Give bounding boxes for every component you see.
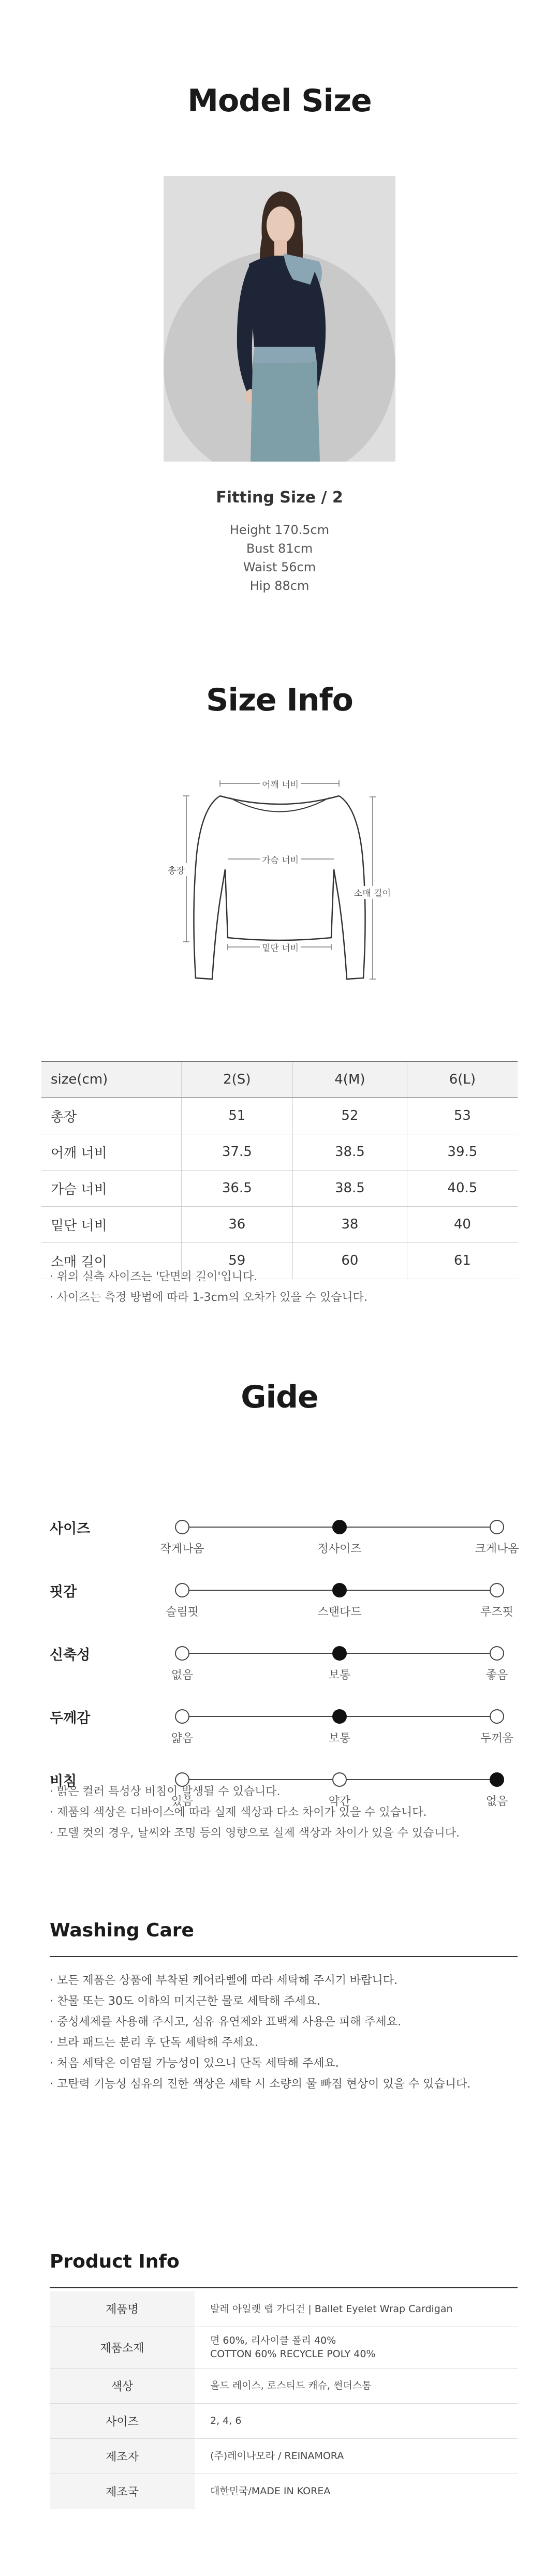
product-key: 사이즈 <box>50 2403 195 2438</box>
washing-divider <box>50 1956 518 1957</box>
washing-care-title: Washing Care <box>50 1920 194 1941</box>
table-row <box>50 2403 518 2438</box>
washing-line: · 브라 패드는 분리 후 단독 세탁해 주세요. <box>50 2036 258 2049</box>
product-key: 색상 <box>50 2368 195 2403</box>
size-header-cell: 2(S) <box>181 1061 293 1098</box>
table-row <box>50 2438 518 2474</box>
guide-dot-selected <box>332 1646 347 1661</box>
product-value: (주)레이나모라 / REINAMORA <box>195 2438 518 2474</box>
guide-option-label: 좋음 <box>486 1669 508 1682</box>
guide-dot <box>332 1772 347 1787</box>
label-total-length: 총장 <box>166 863 187 876</box>
guide-note: · 밝은 컬러 특성상 비침이 발생될 수 있습니다. <box>50 1785 281 1798</box>
product-key: 제조국 <box>50 2474 195 2509</box>
product-key: 제품명 <box>50 2291 195 2327</box>
model-hip: Hip 88cm <box>249 579 310 593</box>
table-cell: 53 <box>407 1098 518 1134</box>
guide-title: Gide <box>241 1379 318 1415</box>
table-cell: 40 <box>407 1206 518 1242</box>
product-value: 대한민국/MADE IN KOREA <box>195 2474 518 2509</box>
guide-dot <box>490 1646 504 1661</box>
size-header-cell: 6(L) <box>407 1061 518 1098</box>
guide-option-label: 두꺼움 <box>480 1732 513 1745</box>
washing-line: · 찬물 또는 30도 이하의 미지근한 물로 세탁해 주세요. <box>50 1995 320 2008</box>
row-label: 가슴 너비 <box>41 1170 181 1206</box>
model-size-title: Model Size <box>187 83 372 119</box>
size-header-cell: 4(M) <box>293 1061 407 1098</box>
table-cell: 38 <box>293 1206 407 1242</box>
washing-line: · 모든 제품은 상품에 부착된 케어라벨에 따라 세탁해 주시기 바랍니다. <box>50 1974 398 1987</box>
guide-option-label: 정사이즈 <box>317 1543 362 1556</box>
row-label: 총장 <box>41 1098 181 1134</box>
table-cell: 38.5 <box>293 1134 407 1170</box>
table-row <box>50 2327 518 2368</box>
model-photo <box>164 176 395 462</box>
guide-dot <box>490 1709 504 1724</box>
guide-note: · 제품의 색상은 디바이스에 따라 실제 색상과 다소 차이가 있을 수 있습니다. <box>50 1806 427 1819</box>
label-shoulder-width: 어깨 너비 <box>260 777 301 790</box>
size-diagram <box>168 776 391 1014</box>
guide-dot-selected <box>490 1772 504 1787</box>
guide-label: 신축성 <box>50 1647 91 1663</box>
washing-line: · 중성세제를 사용해 주시고, 섬유 유연제와 표백제 사용은 피해 주세요. <box>50 2016 401 2029</box>
washing-line: · 고탄력 기능성 섬유의 진한 색상은 세탁 시 소량의 물 빠짐 현상이 있을 수 있습니다. <box>50 2078 471 2091</box>
row-label: 밑단 너비 <box>41 1206 181 1242</box>
guide-dot <box>175 1520 189 1534</box>
washing-line: · 처음 세탁은 이염될 가능성이 있으니 단독 세탁해 주세요. <box>50 2057 339 2070</box>
product-key: 제조자 <box>50 2438 195 2474</box>
model-height: Height 170.5cm <box>229 523 330 537</box>
size-note: · 위의 실측 사이즈는 '단면의 길이'입니다. <box>50 1270 258 1283</box>
table-cell: 52 <box>293 1098 407 1134</box>
table-cell: 40.5 <box>407 1170 518 1206</box>
table-row <box>50 2474 518 2509</box>
size-info-title: Size Info <box>206 682 353 718</box>
row-label: 어깨 너비 <box>41 1134 181 1170</box>
guide-dot <box>175 1583 189 1597</box>
guide-dot <box>490 1583 504 1597</box>
guide-dot-selected <box>332 1709 347 1724</box>
table-row <box>41 1206 518 1242</box>
guide-option-label: 없음 <box>171 1669 194 1682</box>
guide-label: 두께감 <box>50 1710 91 1726</box>
guide-option-label: 루즈핏 <box>480 1606 513 1619</box>
table-cell: 36 <box>181 1206 293 1242</box>
guide-label: 핏감 <box>50 1584 77 1600</box>
product-value: 올드 레이스, 로스티드 캐슈, 썬더스톰 <box>195 2368 518 2403</box>
size-table <box>41 1061 518 1279</box>
product-value: 2, 4, 6 <box>195 2403 518 2438</box>
table-cell: 37.5 <box>181 1134 293 1170</box>
guide-option-label: 약간 <box>328 1795 351 1808</box>
guide-dot-selected <box>332 1583 347 1597</box>
size-header-cell: size(cm) <box>41 1061 181 1098</box>
guide-option-label: 슬림핏 <box>166 1606 199 1619</box>
table-row <box>41 1098 518 1134</box>
guide-label: 사이즈 <box>50 1521 91 1537</box>
row-label: 소매 길이 <box>41 1242 181 1279</box>
guide-note: · 모델 컷의 경우, 날씨와 조명 등의 영향으로 실제 색상과 차이가 있을 수 있습니다. <box>50 1827 460 1840</box>
table-row <box>41 1170 518 1206</box>
table-row <box>41 1134 518 1170</box>
size-table-header <box>41 1061 518 1098</box>
guide-dot <box>490 1520 504 1534</box>
product-info-table <box>50 2291 518 2509</box>
size-note: · 사이즈는 측정 방법에 따라 1-3cm의 오차가 있을 수 있습니다. <box>50 1291 367 1304</box>
table-cell: 38.5 <box>293 1170 407 1206</box>
product-value: 발레 아일렛 랩 가디건 | Ballet Eyelet Wrap Cardigan <box>195 2291 518 2327</box>
guide-dot <box>175 1709 189 1724</box>
guide-option-label: 크게나옴 <box>475 1543 519 1556</box>
table-cell: 51 <box>181 1098 293 1134</box>
guide-option-label: 얇음 <box>171 1732 194 1745</box>
table-cell: 39.5 <box>407 1134 518 1170</box>
guide-option-label: 보통 <box>328 1669 351 1682</box>
product-divider <box>50 2287 518 2288</box>
table-cell: 61 <box>407 1242 518 1279</box>
table-cell: 60 <box>293 1242 407 1279</box>
product-value: 면 60%, 리사이클 폴리 40% COTTON 60% RECYCLE POLY 40% <box>195 2327 518 2368</box>
guide-dot <box>175 1646 189 1661</box>
guide-option-label: 보통 <box>328 1732 351 1745</box>
guide-label: 비침 <box>50 1773 77 1789</box>
guide-option-label: 스탠다드 <box>317 1606 362 1619</box>
label-sleeve-length: 소매 길이 <box>352 886 393 899</box>
table-cell: 59 <box>181 1242 293 1279</box>
guide-dot-selected <box>332 1520 347 1534</box>
label-chest-width: 가슴 너비 <box>260 853 301 866</box>
table-cell: 36.5 <box>181 1170 293 1206</box>
table-row <box>50 2368 518 2403</box>
product-info-title: Product Info <box>50 2251 180 2272</box>
label-hem-width: 밑단 너비 <box>260 941 301 954</box>
model-waist: Waist 56cm <box>243 560 316 574</box>
guide-option-label: 없음 <box>486 1795 508 1808</box>
model-bust: Bust 81cm <box>246 541 313 556</box>
guide-option-label: 작게나옴 <box>160 1543 204 1556</box>
table-row <box>50 2291 518 2327</box>
guide-option-label: 있음 <box>171 1795 194 1808</box>
fitting-size: Fitting Size / 2 <box>216 488 343 507</box>
model-figure <box>164 176 395 462</box>
product-key: 제품소재 <box>50 2327 195 2368</box>
